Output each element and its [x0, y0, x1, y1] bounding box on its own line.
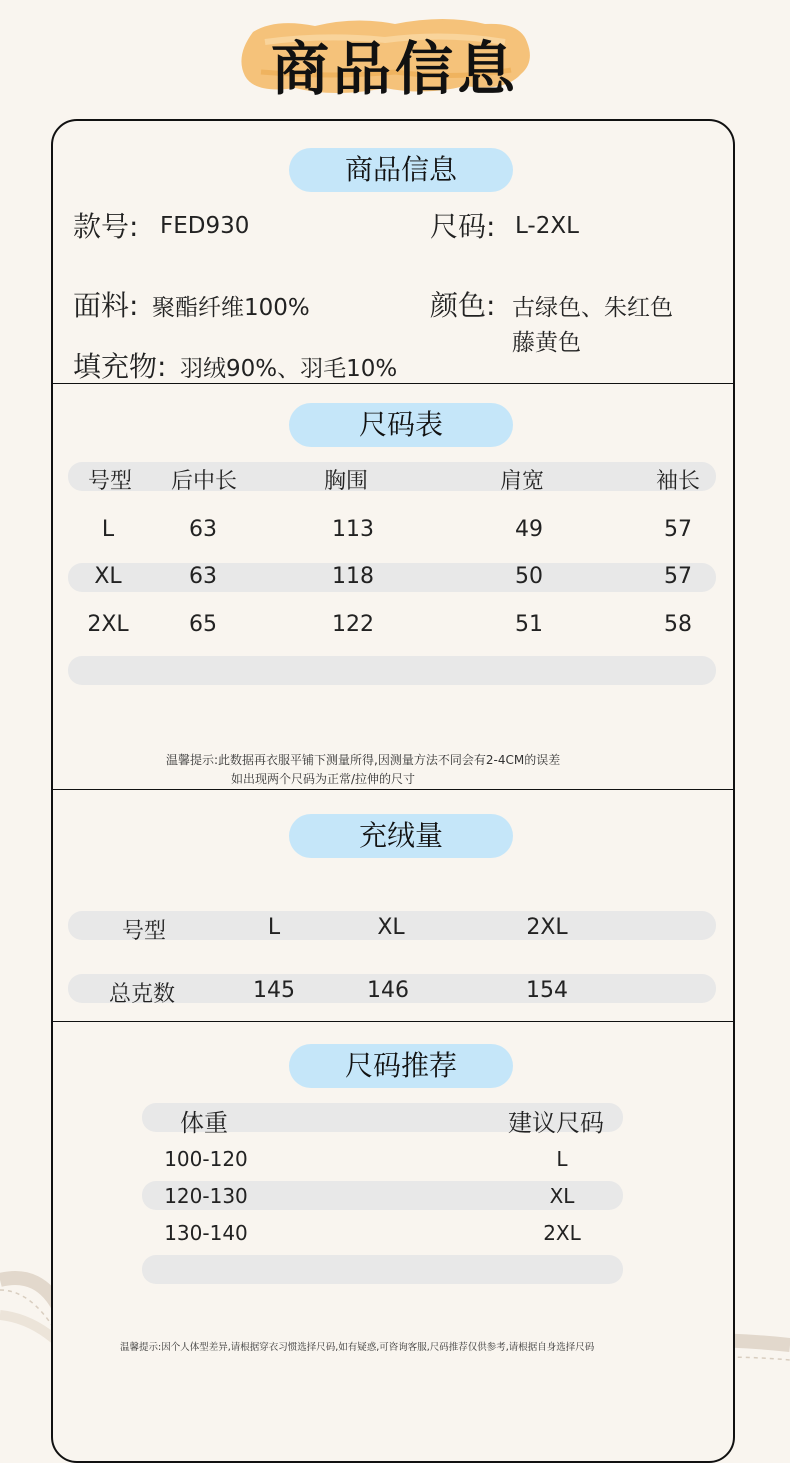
size-chart-cell: 57 [664, 564, 692, 589]
recommend-cell: 100-120 [164, 1147, 248, 1171]
section-title-size-recommend: 尺码推荐 [289, 1044, 513, 1088]
fabric-label: 面料: [73, 289, 139, 322]
fill-amount-weight: 145 [253, 978, 295, 1003]
size-chart-header-chest: 胸围 [323, 469, 368, 494]
fill-amount-size: XL [377, 915, 405, 940]
fill-amount-weight: 146 [367, 978, 409, 1003]
size-chart-header-size: 号型 [87, 469, 132, 494]
fill-amount-size: 2XL [526, 915, 568, 940]
size-chart-cell: 122 [332, 612, 374, 637]
recommend-cell: XL [549, 1184, 575, 1208]
size-chart-cell: 49 [515, 517, 543, 542]
fabric-value: 聚酯纤维100% [152, 295, 310, 321]
fill-amount-weight: 154 [526, 978, 568, 1003]
page-header [0, 8, 790, 103]
filling-value: 羽绒90%、羽毛10% [180, 356, 398, 382]
recommend-empty-row-bar [142, 1255, 623, 1284]
size-range-label: 尺码: [430, 210, 496, 243]
size-chart-note-line2: 如出现两个尺码为正常/拉伸的尺寸 [231, 772, 416, 786]
size-range-value: L-2XL [515, 213, 579, 239]
section-title-size-chart: 尺码表 [289, 403, 513, 447]
size-chart-cell: 63 [189, 517, 217, 542]
recommend-header-size: 建议尺码 [508, 1109, 604, 1137]
section-divider [51, 789, 735, 790]
size-chart-cell: 58 [664, 612, 692, 637]
size-chart-cell: XL [94, 564, 122, 589]
recommend-note: 温馨提示:因个人体型差异,请根据穿衣习惯选择尺码,如有疑惑,可咨询客服,尺码推荐仅供参考,请根据自身选择尺码 [120, 1342, 595, 1353]
fill-amount-weight-label: 总克数 [108, 982, 175, 1007]
color-value-line1: 古绿色、朱红色 [512, 295, 673, 321]
recommend-header-weight: 体重 [180, 1109, 228, 1137]
size-chart-cell: L [101, 517, 115, 542]
filling-label: 填充物: [73, 350, 167, 383]
recommend-cell: L [556, 1147, 568, 1171]
recommend-cell: 130-140 [164, 1221, 248, 1245]
section-divider [51, 1021, 735, 1022]
recommend-cell: 120-130 [164, 1184, 248, 1208]
size-chart-cell: 57 [664, 517, 692, 542]
page-title: 商品信息 [270, 35, 519, 103]
color-label: 颜色: [430, 289, 496, 322]
size-chart-header-sleeve: 袖长 [655, 469, 700, 494]
size-chart-cell: 65 [189, 612, 217, 637]
size-chart-cell: 63 [189, 564, 217, 589]
section-title-fill-amount: 充绒量 [289, 814, 513, 858]
style-number-label: 款号: [73, 210, 139, 243]
fill-amount-size: L [267, 915, 281, 940]
size-chart-empty-row-bar [68, 656, 716, 685]
size-chart-header-shoulder: 肩宽 [499, 469, 544, 494]
recommend-cell: 2XL [543, 1221, 581, 1245]
size-chart-header-length: 后中长 [170, 469, 237, 494]
size-chart-note-line1: 温馨提示:此数据再衣服平铺下测量所得,因测量方法不同会有2-4CM的误差 [166, 753, 561, 767]
size-chart-cell: 113 [332, 517, 374, 542]
size-chart-cell: 50 [515, 564, 543, 589]
size-chart-cell: 118 [332, 564, 374, 589]
style-number-value: FED930 [160, 213, 250, 239]
fill-amount-size-label: 号型 [121, 919, 166, 944]
size-chart-cell: 51 [515, 612, 543, 637]
size-chart-cell: 2XL [87, 612, 129, 637]
section-divider [51, 383, 735, 384]
section-title-product-info: 商品信息 [289, 148, 513, 192]
color-value-line2: 藤黄色 [512, 330, 581, 356]
